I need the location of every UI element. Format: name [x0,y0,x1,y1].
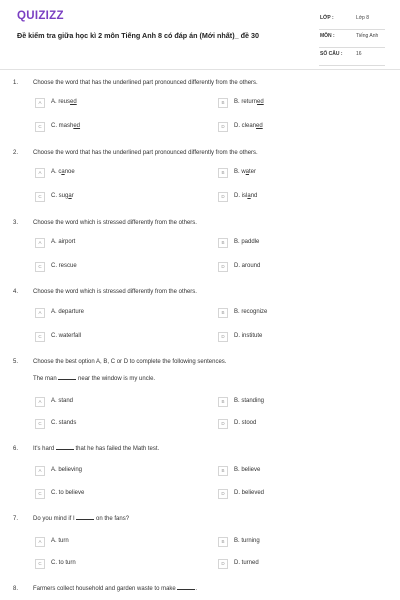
meta-row-subject [319,30,385,48]
question-text: It's hard that he has failed the Math test. [33,446,160,452]
quizizz-logo: QUIZIZZ [17,10,64,22]
option-text: C. to believe [51,490,85,496]
option-text: C. to turn [51,560,76,566]
question-text: Choose the word which is stressed differently from the others. [33,220,197,226]
option-letter-box: B [218,537,228,547]
option-text: A. canoe [51,169,75,175]
option-text: C. mashed [51,123,81,129]
option-letter-box: D [218,192,228,202]
option-text: C. stands [51,420,77,426]
question-number: 6. [13,446,19,452]
option-letter-box: C [35,419,45,429]
option-letter-box: A [35,168,45,178]
option-letter-box: B [218,466,228,476]
question-text: Do you mind if I on the fans? [33,516,130,522]
option-letter-box: A [35,537,45,547]
option-text: A. believing [51,467,83,473]
option-letter-box: B [218,168,228,178]
question-number: 1. [13,80,19,86]
document-title: Đề kiểm tra giữa học kì 2 môn Tiếng Anh 8 có đáp án (Mới nhất)_ đề 30 [17,31,259,40]
meta-value: Tiếng Anh [356,33,379,39]
meta-value: Lớp 8 [356,15,370,21]
meta-label: SỐ CÂU : [320,51,343,57]
question-text: Choose the word which is stressed differently from the others. [33,289,197,295]
option-letter-box: D [218,419,228,429]
question-number: 8. [13,586,19,592]
meta-label: MÔN : [320,33,335,39]
option-letter-box: A [35,98,45,108]
option-letter-box: A [35,238,45,248]
meta-table [319,12,385,66]
meta-value: 16 [356,51,362,57]
option-letter-box: C [35,192,45,202]
option-text: D. cleaned [234,123,263,129]
question-number: 4. [13,289,19,295]
meta-row-class [319,12,385,30]
option-text: D. island [234,193,258,199]
option-text: B. returned [234,99,264,105]
header-divider [0,69,400,70]
option-text: A. departure [51,309,85,315]
option-letter-box: D [218,559,228,569]
option-letter-box: C [35,559,45,569]
option-text: D. around [234,263,261,269]
option-letter-box: A [35,308,45,318]
question-text: Choose the word that has the underlined part pronounced differently from the others. [33,80,258,86]
option-text: B. water [234,169,257,175]
meta-label: LỚP : [320,15,334,21]
option-letter-box: B [218,238,228,248]
option-text: B. recognize [234,309,268,315]
option-text: B. standing [234,398,265,404]
question-number: 5. [13,359,19,365]
option-text: B. paddle [234,239,260,245]
question-number: 3. [13,220,19,226]
option-letter-box: C [35,332,45,342]
question-number: 7. [13,516,19,522]
option-text: A. turn [51,538,69,544]
option-text: C. rescue [51,263,77,269]
option-letter-box: C [35,489,45,499]
option-letter-box: D [218,489,228,499]
option-text: A. reused [51,99,77,105]
option-letter-box: B [218,98,228,108]
option-letter-box: D [218,332,228,342]
option-text: C. sugar [51,193,74,199]
option-text: B. believe [234,467,261,473]
meta-row-count [319,48,385,66]
question-number: 2. [13,150,19,156]
option-text: D. stood [234,420,257,426]
option-letter-box: D [218,262,228,272]
option-letter-box: B [218,397,228,407]
option-letter-box: C [35,262,45,272]
option-letter-box: C [35,122,45,132]
option-letter-box: B [218,308,228,318]
option-text: C. waterfall [51,333,82,339]
option-text: A. airport [51,239,76,245]
option-text: D. institute [234,333,263,339]
question-text: Choose the word that has the underlined part pronounced differently from the others. [33,150,258,156]
question-text: Choose the best option A, B, C or D to complete the following sentences. [33,359,227,365]
option-text: D. turned [234,560,259,566]
option-text: A. stand [51,398,74,404]
option-text: D. believed [234,490,265,496]
worksheet-header [0,0,400,70]
option-text: B. turning [234,538,260,544]
option-letter-box: A [35,466,45,476]
option-letter-box: A [35,397,45,407]
question-sentence: The man near the window is my uncle. [33,376,156,382]
question-text: Farmers collect household and garden waste to make . [33,586,198,592]
option-letter-box: D [218,122,228,132]
